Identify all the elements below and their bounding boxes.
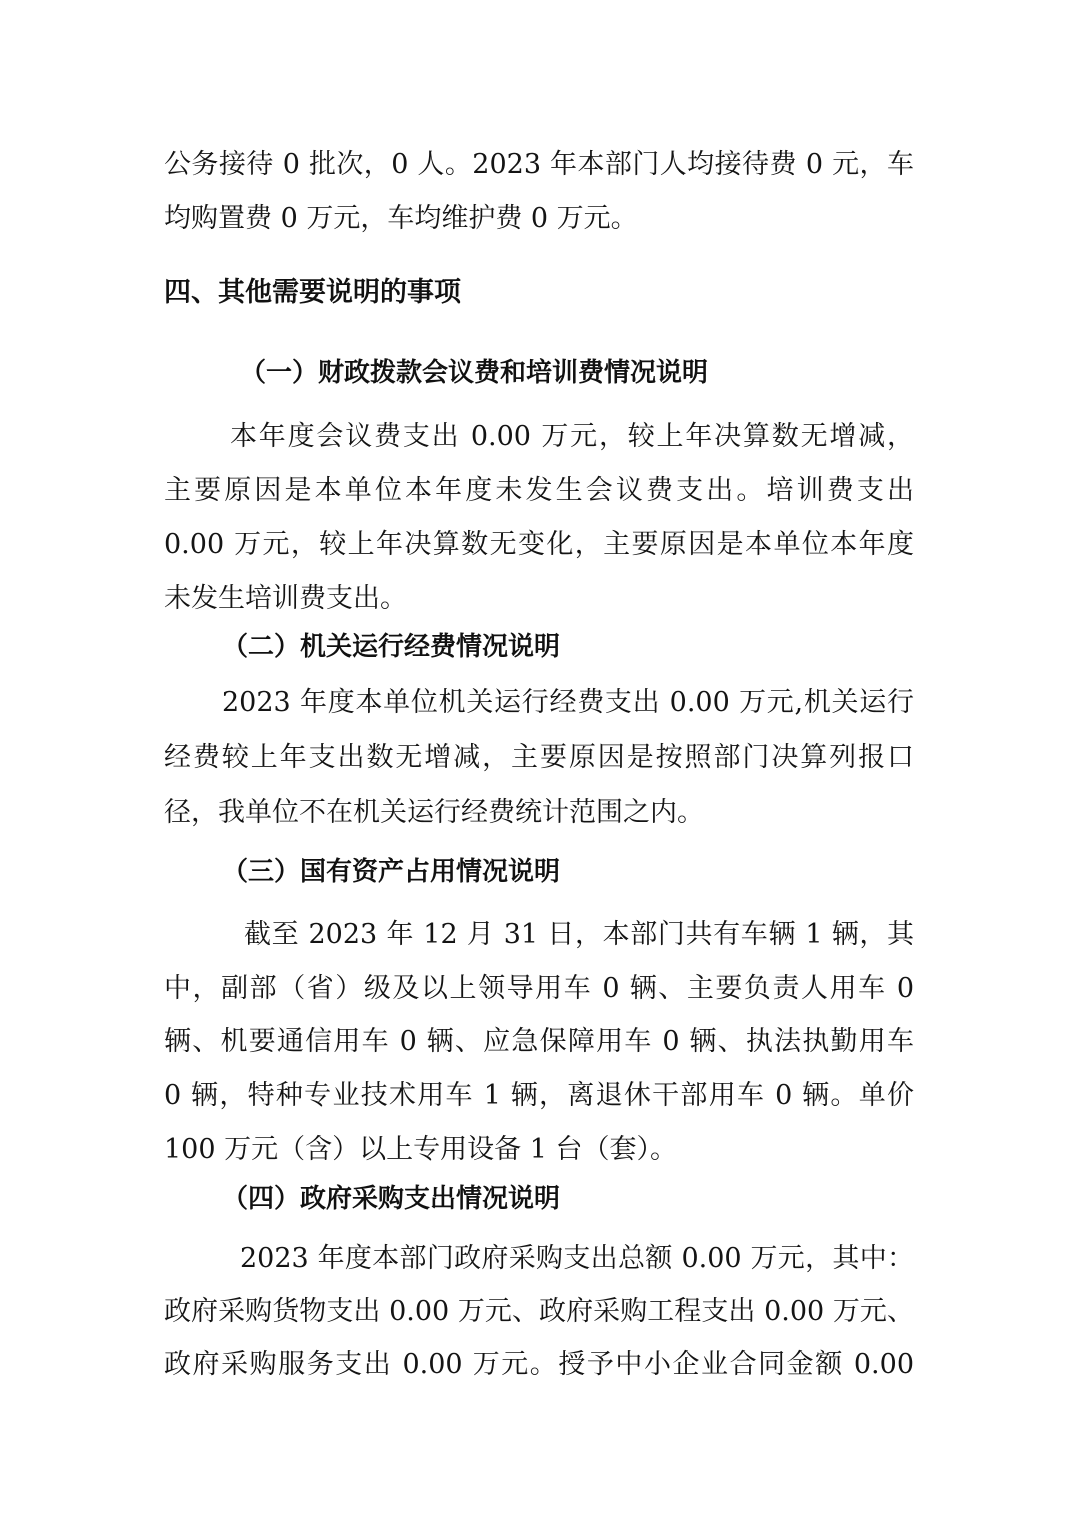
subsection-title-meeting-training: （一）财政拨款会议费和培训费情况说明 — [240, 358, 709, 388]
section-heading: 四、其他需要说明的事项 — [164, 277, 461, 308]
paragraph-line: 公务接待 0 批次，0 人。2023 年本部门人均接待费 0 元，车 — [164, 149, 914, 180]
paragraph-line: 辆、机要通信用车 0 辆、应急保障用车 0 辆、执法执勤用车 — [164, 1026, 914, 1057]
paragraph-line: 100 万元（含）以上专用设备 1 台（套）。 — [164, 1134, 677, 1165]
subsection-title-procurement: （四）政府采购支出情况说明 — [222, 1184, 561, 1214]
paragraph-line: 0 辆，特种专业技术用车 1 辆，离退休干部用车 0 辆。单价 — [164, 1080, 914, 1111]
paragraph-line: 主要原因是本单位本年度未发生会议费支出。培训费支出 — [164, 475, 914, 506]
paragraph-line: 经费较上年支出数无增减，主要原因是按照部门决算列报口 — [164, 742, 914, 773]
paragraph-line: 中，副部（省）级及以上领导用车 0 辆、主要负责人用车 0 — [164, 973, 914, 1004]
paragraph-line: 0.00 万元，较上年决算数无变化，主要原因是本单位本年度 — [164, 529, 914, 560]
paragraph-line: 政府采购货物支出 0.00 万元、政府采购工程支出 0.00 万元、 — [164, 1296, 914, 1327]
paragraph-line: 均购置费 0 万元，车均维护费 0 万元。 — [164, 203, 638, 234]
subsection-title-operating-costs: （二）机关运行经费情况说明 — [222, 632, 561, 662]
paragraph-line: 2023 年度本部门政府采购支出总额 0.00 万元，其中： — [240, 1243, 914, 1274]
subsection-title-state-assets: （三）国有资产占用情况说明 — [222, 857, 561, 887]
paragraph-line: 本年度会议费支出 0.00 万元，较上年决算数无增减， — [230, 421, 914, 452]
paragraph-line: 政府采购服务支出 0.00 万元。授予中小企业合同金额 0.00 — [164, 1349, 914, 1380]
paragraph-line: 2023 年度本单位机关运行经费支出 0.00 万元,机关运行 — [222, 687, 914, 718]
paragraph-line: 截至 2023 年 12 月 31 日，本部门共有车辆 1 辆，其 — [244, 919, 914, 950]
paragraph-line: 未发生培训费支出。 — [164, 583, 407, 614]
paragraph-line: 径，我单位不在机关运行经费统计范围之内。 — [164, 797, 704, 828]
